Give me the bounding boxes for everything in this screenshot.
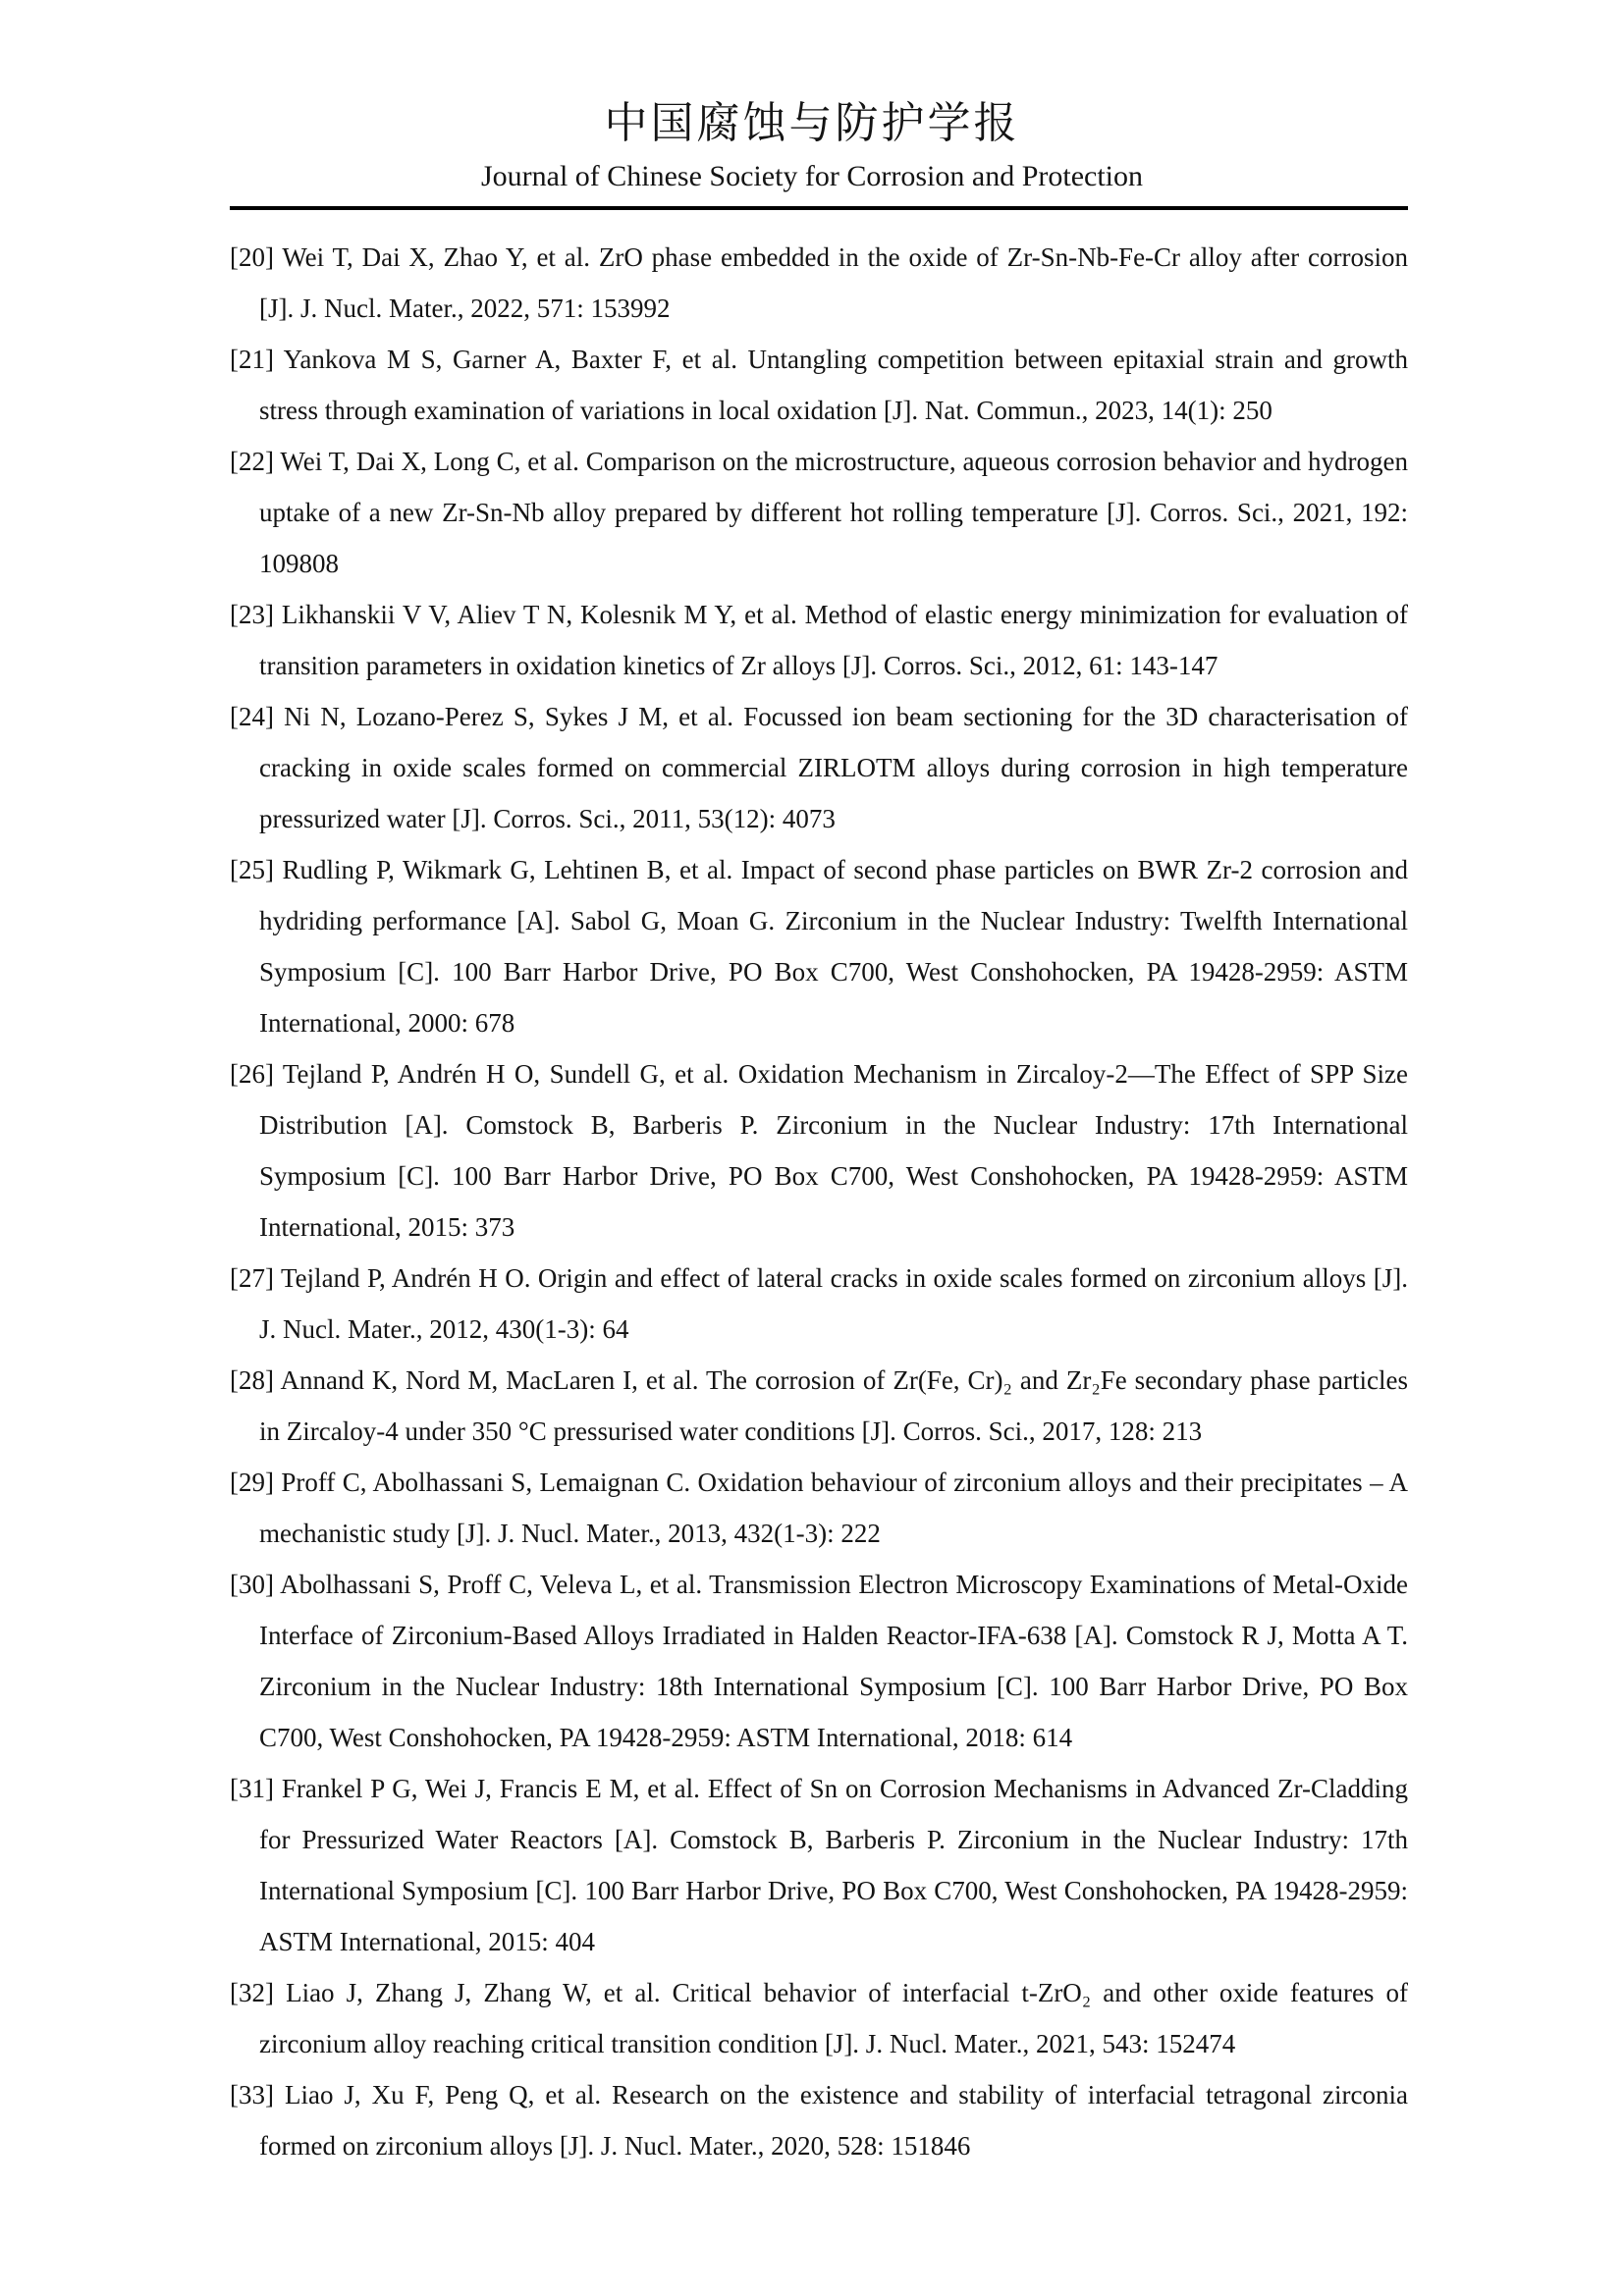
reference-label: [26]: [230, 1059, 283, 1089]
reference-label: [20]: [230, 242, 283, 272]
reference-item: [230, 691, 1408, 844]
reference-text: Abolhassani S, Proff C, Veleva L, et al. Transmission Electron Microscopy Examinations of Metal-Oxide Interface of Zirconium-Based Alloys Irradiated in Halden Reactor-IFA-638 [A]. Comstock R J, Motta A T. Zirconium in the Nuclear Industry: 18th International Symposium [C]. 100 Barr Harbor Drive, PO Box C700, West Conshohocken, PA 19428-2959: ASTM International, 2018: 614: [259, 1570, 1408, 1752]
reference-label: [29]: [230, 1468, 282, 1497]
reference-item: [230, 436, 1408, 589]
reference-text: Yankova M S, Garner A, Baxter F, et al. Untangling competition between epitaxial strain and growth stress through examination of variations in local oxidation [J]. Nat. Commun., 2023, 14(1): 250: [259, 345, 1409, 425]
reference-label: [27]: [230, 1263, 281, 1293]
reference-text: Tejland P, Andrén H O, Sundell G, et al. Oxidation Mechanism in Zircaloy-2—The Effect of SPP Size Distribution [A]. Comstock B, Barberis P. Zirconium in the Nuclear Industry: 17th International Symposium [C]. 100 Barr Harbor Drive, PO Box C700, West Conshohocken, PA 19428-2959: ASTM International, 2015: 373: [259, 1059, 1408, 1242]
reference-label: [30]: [230, 1570, 281, 1599]
reference-text: Frankel P G, Wei J, Francis E M, et al. Effect of Sn on Corrosion Mechanisms in Advanced Zr-Cladding for Pressurized Water Reactors [A]. Comstock B, Barberis P. Zirconium in the Nuclear Industry: 17th International Symposium [C]. 100 Barr Harbor Drive, PO Box C700, West Conshohocken, PA 19428-2959: ASTM International, 2015: 404: [259, 1774, 1408, 1956]
journal-title-chinese: 中国腐蚀与防护学报: [604, 99, 1020, 147]
reference-text: Liao J, Xu F, Peng Q, et al. Research on the existence and stability of interfacial tetragonal zirconia formed on zirconium alloys [J]. J. Nucl. Mater., 2020, 528: 151846: [259, 2080, 1408, 2161]
reference-item: [230, 589, 1408, 691]
reference-item: [230, 1253, 1408, 1355]
reference-text: Proff C, Abolhassani S, Lemaignan C. Oxidation behaviour of zirconium alloys and their precipitates – A mechanistic study [J]. J. Nucl. Mater., 2013, 432(1-3): 222: [259, 1468, 1408, 1548]
reference-text: Liao J, Zhang J, Zhang W, et al. Critical behavior of interfacial t-ZrO₂ and other oxide features of zirconium alloy reaching critical transition condition [J]. J. Nucl. Mater., 2021, 543: 152474: [259, 1978, 1409, 2058]
references-list: [0, 210, 1624, 2171]
page-header: [0, 0, 1624, 210]
reference-label: [28]: [230, 1365, 281, 1395]
reference-label: [25]: [230, 855, 283, 884]
reference-text: Rudling P, Wikmark G, Lehtinen B, et al. Impact of second phase particles on BWR Zr-2 corrosion and hydriding performance [A]. Sabol G, Moan G. Zirconium in the Nuclear Industry: Twelfth International Symposium [C]. 100 Barr Harbor Drive, PO Box C700, West Conshohocken, PA 19428-2959: ASTM International, 2000: 678: [259, 855, 1409, 1038]
reference-text: Annand K, Nord M, MacLaren I, et al. The corrosion of Zr(Fe, Cr)₂ and Zr₂Fe secondary phase particles in Zircaloy-4 under 350 °C pressurised water conditions [J]. Corros. Sci., 2017, 128: 213: [259, 1365, 1408, 1446]
reference-item: [230, 1355, 1408, 1457]
reference-label: [24]: [230, 702, 285, 731]
reference-item: [230, 232, 1408, 334]
reference-label: [31]: [230, 1774, 282, 1803]
reference-label: [33]: [230, 2080, 285, 2109]
reference-text: Likhanskii V V, Aliev T N, Kolesnik M Y, et al. Method of elastic energy minimization for evaluation of transition parameters in oxidation kinetics of Zr alloys [J]. Corros. Sci., 2012, 61: 143-147: [259, 600, 1408, 680]
reference-item: [230, 1457, 1408, 1559]
reference-item: [230, 1967, 1408, 2069]
reference-item: [230, 2069, 1408, 2171]
reference-text: Ni N, Lozano-Perez S, Sykes J M, et al. Focussed ion beam sectioning for the 3D characterisation of cracking in oxide scales formed on commercial ZIRLOTM alloys during corrosion in high temperature pressurized water [J]. Corros. Sci., 2011, 53(12): 4073: [259, 702, 1408, 833]
reference-label: [32]: [230, 1978, 287, 2007]
journal-title-english: Journal of Chinese Society for Corrosion and Protection: [480, 160, 1144, 192]
reference-text: Tejland P, Andrén H O. Origin and effect of lateral cracks in oxide scales formed on zirconium alloys [J]. J. Nucl. Mater., 2012, 430(1-3): 64: [259, 1263, 1408, 1344]
reference-label: [21]: [230, 345, 284, 374]
reference-label: [23]: [230, 600, 282, 629]
reference-item: [230, 1048, 1408, 1253]
reference-item: [230, 844, 1408, 1048]
reference-text: Wei T, Dai X, Long C, et al. Comparison on the microstructure, aqueous corrosion behavior and hydrogen uptake of a new Zr-Sn-Nb alloy prepared by different hot rolling temperature [J]. Corros. Sci., 2021, 192: 109808: [259, 447, 1408, 578]
reference-label: [22]: [230, 447, 281, 476]
reference-item: [230, 334, 1408, 436]
reference-item: [230, 1559, 1408, 1763]
reference-item: [230, 1763, 1408, 1967]
reference-text: Wei T, Dai X, Zhao Y, et al. ZrO phase embedded in the oxide of Zr-Sn-Nb-Fe-Cr alloy after corrosion [J]. J. Nucl. Mater., 2022, 571: 153992: [259, 242, 1408, 323]
